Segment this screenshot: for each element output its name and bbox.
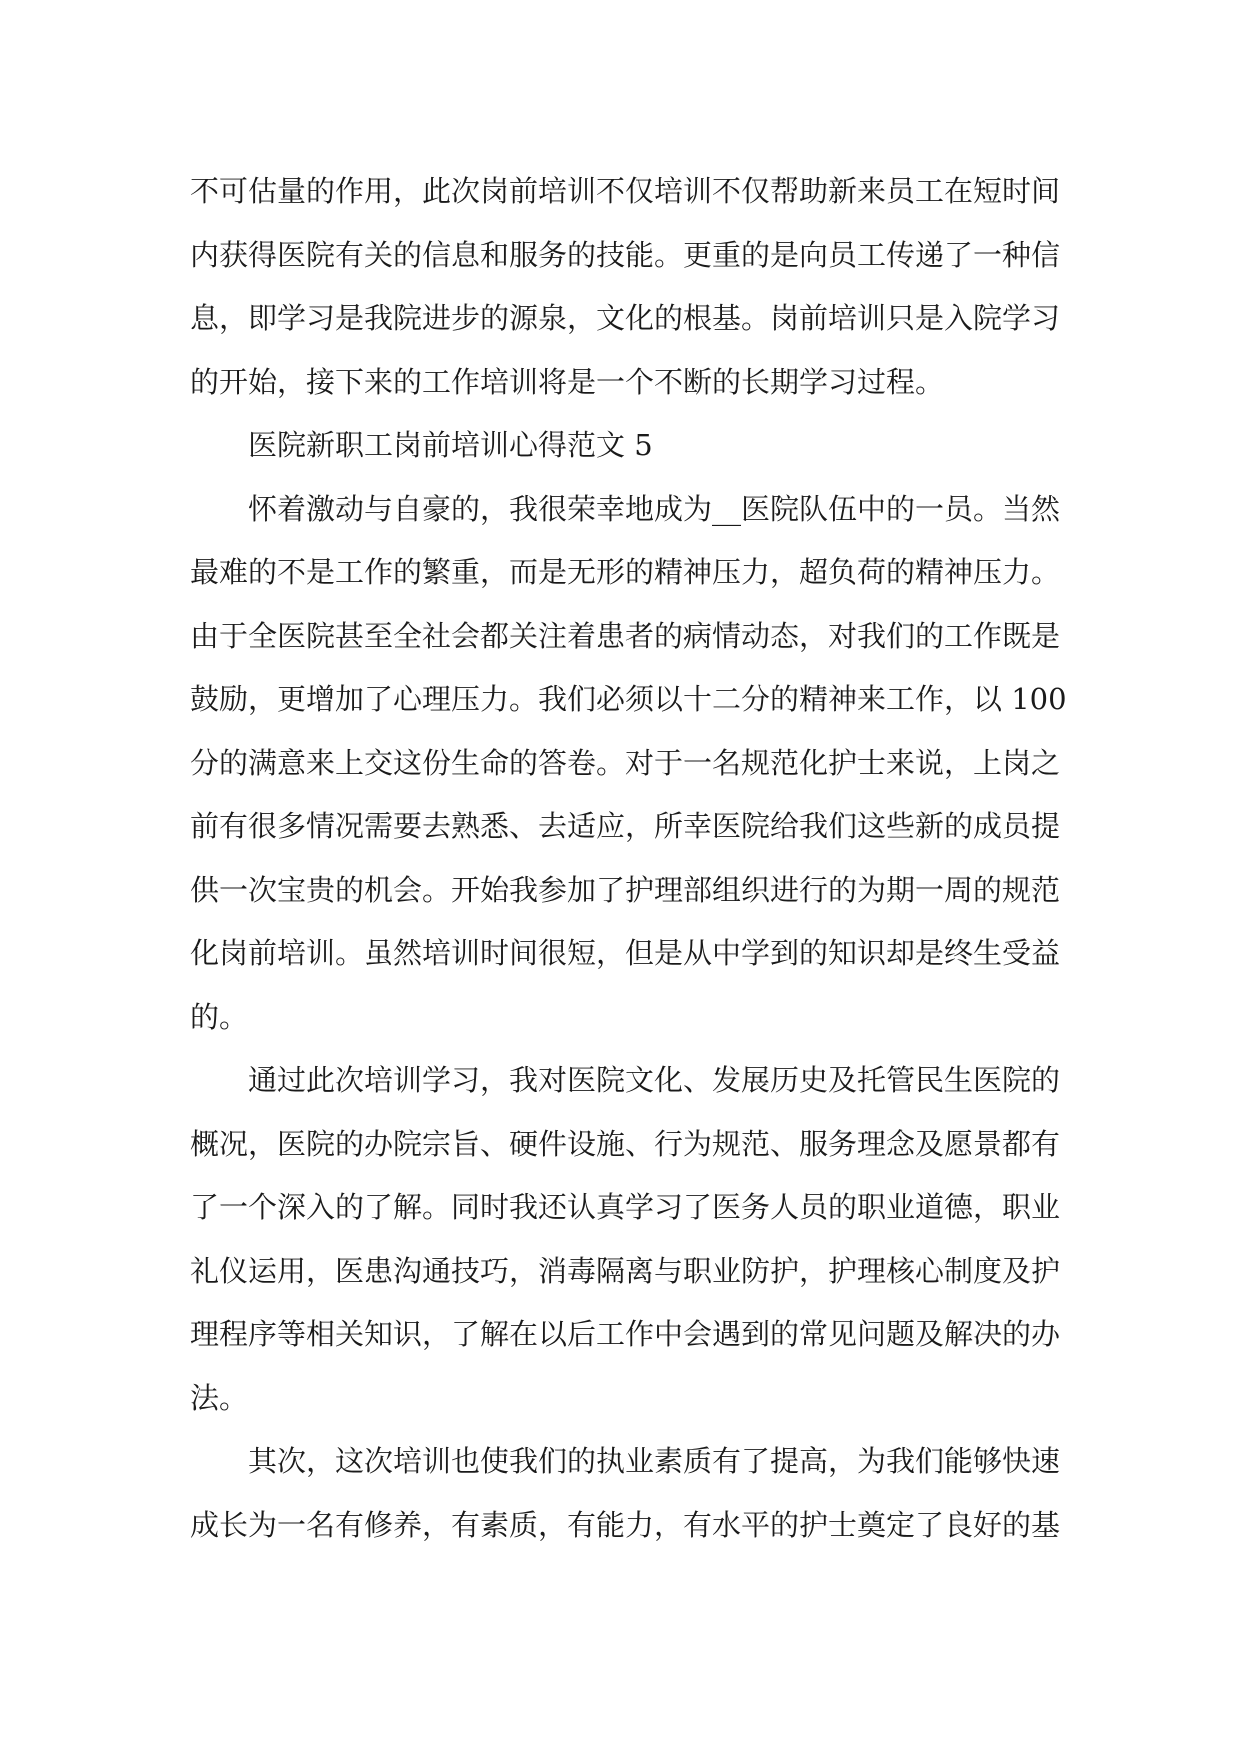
text-line: 医院新职工岗前培训心得范文 5 bbox=[248, 428, 653, 462]
text-line: 供一次宝贵的机会。开始我参加了护理部组织进行的为期一周的规范 bbox=[190, 872, 1061, 907]
text-line: 化岗前培训。虽然培训时间很短，但是从中学到的知识却是终生受益 bbox=[190, 936, 1061, 970]
text-line: 其次，这次培训也使我们的执业素质有了提高，为我们能够快速 bbox=[248, 1444, 1061, 1478]
text-line: 由于全医院甚至全社会都关注着患者的病情动态，对我们的工作既是 bbox=[190, 618, 1061, 653]
text-line: 分的满意来上交这份生命的答卷。对于一名规范化护士来说，上岗之 bbox=[190, 745, 1061, 780]
text-line: 鼓励，更增加了心理压力。我们必须以十二分的精神来工作，以 100 bbox=[190, 682, 1067, 716]
text-line: 内获得医院有关的信息和服务的技能。更重的是向员工传递了一种信 bbox=[190, 237, 1061, 272]
text-line: 息，即学习是我院进步的源泉，文化的根基。岗前培训只是入院学习 bbox=[190, 301, 1061, 335]
text-line: 礼仪运用，医患沟通技巧，消毒隔离与职业防护，护理核心制度及护 bbox=[190, 1253, 1061, 1288]
text-line: 的开始，接下来的工作培训将是一个不断的长期学习过程。 bbox=[190, 364, 945, 399]
text-line: 前有很多情况需要去熟悉、去适应，所幸医院给我们这些新的成员提 bbox=[190, 809, 1061, 843]
text-line: 不可估量的作用，此次岗前培训不仅培训不仅帮助新来员工在短时间 bbox=[190, 174, 1061, 208]
text-line: 怀着激动与自豪的，我很荣幸地成为__医院队伍中的一员。当然 bbox=[248, 491, 1061, 526]
text-line: 的。 bbox=[190, 999, 249, 1034]
document-body bbox=[190, 160, 1070, 1557]
text-line: 法。 bbox=[190, 1380, 249, 1415]
text-line: 通过此次培训学习，我对医院文化、发展历史及托管民生医院的 bbox=[248, 1063, 1061, 1097]
text-line: 成长为一名有修养，有素质，有能力，有水平的护士奠定了良好的基 bbox=[190, 1507, 1061, 1542]
text-line: 理程序等相关知识，了解在以后工作中会遇到的常见问题及解决的办 bbox=[190, 1317, 1061, 1351]
text-line: 了一个深入的了解。同时我还认真学习了医务人员的职业道德，职业 bbox=[190, 1190, 1061, 1224]
text-line: 最难的不是工作的繁重，而是无形的精神压力，超负荷的精神压力。 bbox=[190, 555, 1061, 589]
text-line: 概况，医院的办院宗旨、硬件设施、行为规范、服务理念及愿景都有 bbox=[190, 1126, 1061, 1161]
